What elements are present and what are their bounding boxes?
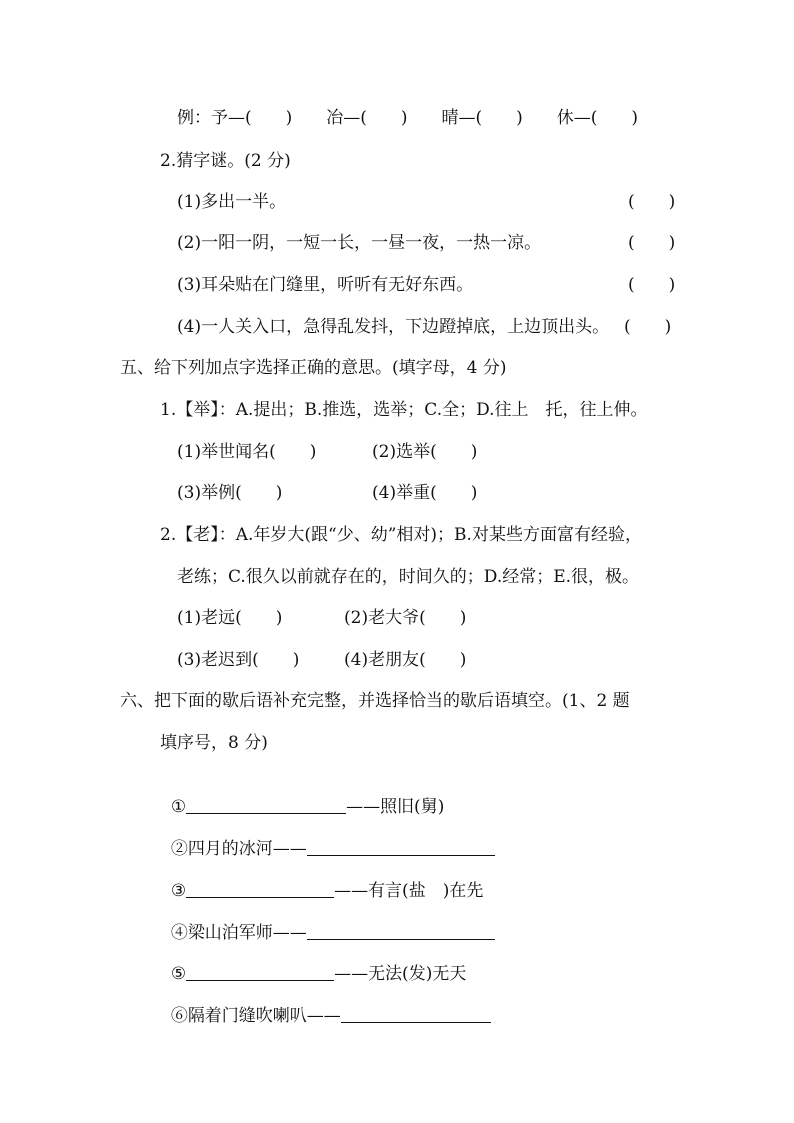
riddle-answer-blank-4[interactable]: ( ) [624, 317, 672, 337]
item-marker: ⑥ [170, 1006, 188, 1026]
lao-definition-line-2: 老练；C.很久以前就存在的，时间久的；D.经常；E.很，极。 [177, 567, 640, 587]
xiehouyu-item-5 [160, 940, 466, 985]
lao-item-4[interactable]: (4)老朋友( ) [344, 650, 467, 670]
answer-blank[interactable] [186, 879, 334, 898]
xiehouyu-item-4 [160, 899, 495, 944]
riddle-item-4: (4)一人关入口，急得乱发抖，下边蹬掉底，上边顶出头。 [177, 317, 610, 337]
riddle-answer-blank-2[interactable]: ( ) [628, 233, 676, 253]
item-suffix: ——无法(发)无天 [334, 964, 467, 984]
item-marker: ⑤ [170, 964, 187, 984]
ju-definition: 1.【举】：A.提出；B.推选，选举；C.全；D.往上 托，往上伸。 [160, 400, 648, 420]
riddle-answer-blank-3[interactable]: ( ) [628, 275, 676, 295]
item-prefix: 梁山泊军师—— [187, 923, 307, 943]
xiehouyu-item-1 [160, 773, 444, 818]
item-marker: ② [170, 839, 188, 859]
ju-item-1[interactable]: (1)举世闻名( ) [177, 442, 317, 462]
section-5-title: 五、给下列加点字选择正确的意思。(填字母，4 分) [120, 358, 507, 378]
item-prefix: 四月的冰河—— [187, 839, 307, 859]
section-6-title-line-1: 六、把下面的歇后语补充完整，并选择恰当的歇后语填空。(1、2 题 [120, 691, 630, 711]
xiehouyu-item-6 [160, 982, 491, 1027]
ju-item-2[interactable]: (2)选举( ) [372, 442, 478, 462]
example-line: 例：予—( ) 冶—( ) 晴—( ) 休—( ) [177, 108, 639, 128]
riddle-answer-blank-1[interactable]: ( ) [628, 192, 676, 212]
ju-item-3[interactable]: (3)举例( ) [177, 483, 283, 503]
xiehouyu-item-3 [160, 857, 483, 902]
riddle-item-2: (2)一阳一阴，一短一长，一昼一夜，一热一凉。 [177, 233, 542, 253]
item-marker: ① [170, 797, 187, 817]
lao-item-3[interactable]: (3)老迟到( ) [177, 650, 300, 670]
riddle-item-1: (1)多出一半。 [177, 192, 287, 212]
answer-blank[interactable] [341, 1004, 491, 1023]
answer-blank[interactable] [186, 962, 334, 981]
answer-blank[interactable] [186, 795, 346, 814]
riddle-item-3: (3)耳朵贴在门缝里，听听有无好东西。 [177, 275, 474, 295]
xiehouyu-item-2 [160, 815, 495, 860]
ju-item-4[interactable]: (4)举重( ) [372, 483, 478, 503]
item-suffix: ——有言(盐 )在先 [334, 881, 484, 901]
answer-blank[interactable] [307, 837, 495, 856]
item-marker: ③ [170, 881, 187, 901]
section-6-title-line-2: 填序号，8 分) [160, 733, 268, 753]
answer-blank[interactable] [307, 921, 495, 940]
lao-item-2[interactable]: (2)老大爷( ) [344, 608, 467, 628]
question-2-title: 2.猜字谜。(2 分) [160, 151, 291, 171]
item-prefix: 隔着门缝吹喇叭—— [187, 1006, 341, 1026]
lao-definition-line-1: 2.【老】：A.年岁大(跟“少、幼”相对)；B.对某些方面富有经验， [160, 525, 642, 545]
lao-item-1[interactable]: (1)老远( ) [177, 608, 283, 628]
item-marker: ④ [170, 923, 188, 943]
item-suffix: ——照旧(舅) [346, 797, 445, 817]
